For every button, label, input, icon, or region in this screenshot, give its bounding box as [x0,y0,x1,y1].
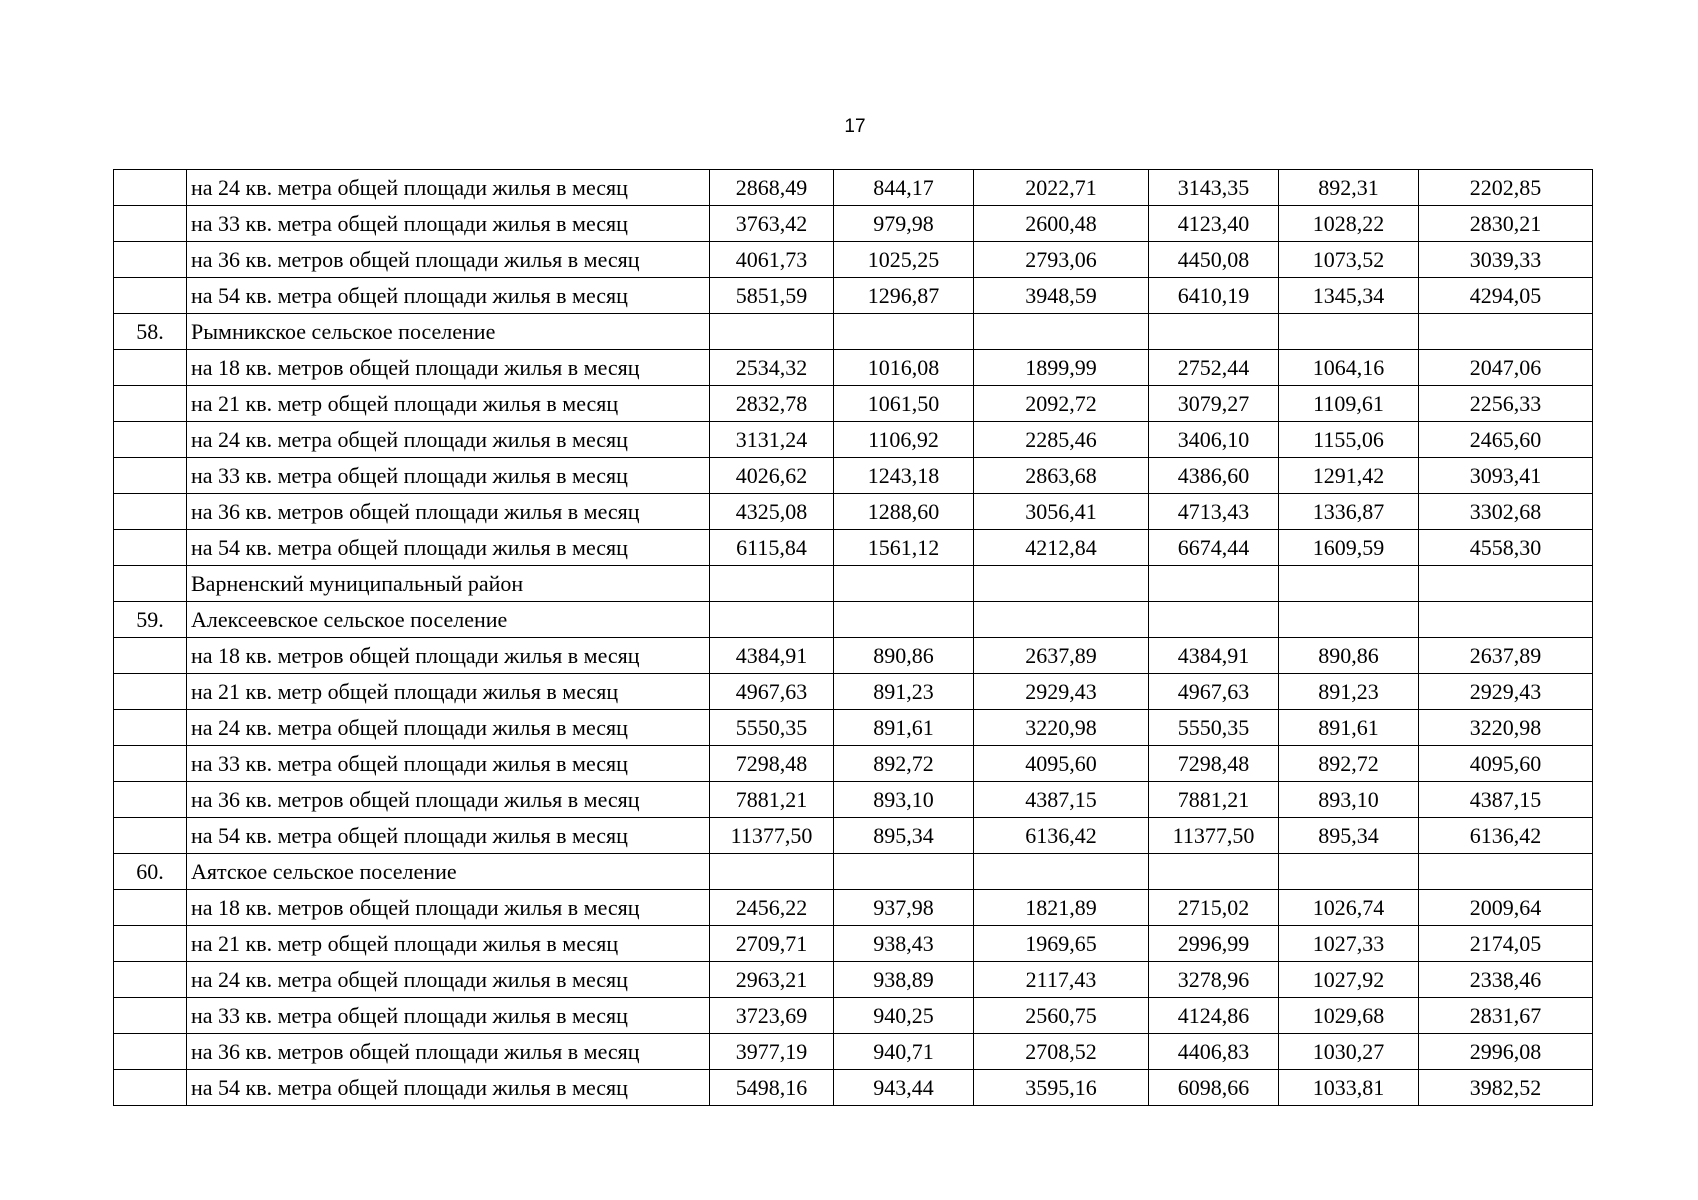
table-row [114,854,1593,890]
value-cell-3 [974,566,1149,602]
value-cell-2: 1025,25 [834,242,974,278]
value-cell-4: 4386,60 [1149,458,1279,494]
value-cell-1: 2832,78 [710,386,834,422]
row-label-cell: Алексеевское сельское поселение [187,602,710,638]
value-cell-6: 4387,15 [1419,782,1593,818]
tariff-table [113,169,1593,1106]
table-row [114,530,1593,566]
row-label-cell: Рымникское сельское поселение [187,314,710,350]
value-cell-2: 938,43 [834,926,974,962]
value-cell-6: 3093,41 [1419,458,1593,494]
row-label-cell: на 36 кв. метров общей площади жилья в месяц [187,1034,710,1070]
value-cell-6: 2256,33 [1419,386,1593,422]
value-cell-3: 4387,15 [974,782,1149,818]
table-row [114,1070,1593,1106]
value-cell-3: 2600,48 [974,206,1149,242]
value-cell-6: 2831,67 [1419,998,1593,1034]
value-cell-4 [1149,854,1279,890]
value-cell-3: 2285,46 [974,422,1149,458]
value-cell-5: 1109,61 [1279,386,1419,422]
value-cell-2 [834,854,974,890]
value-cell-6: 2637,89 [1419,638,1593,674]
value-cell-3: 2863,68 [974,458,1149,494]
value-cell-5: 1026,74 [1279,890,1419,926]
value-cell-1 [710,602,834,638]
value-cell-5: 1033,81 [1279,1070,1419,1106]
value-cell-5: 1336,87 [1279,494,1419,530]
value-cell-2: 938,89 [834,962,974,998]
value-cell-6: 2830,21 [1419,206,1593,242]
value-cell-3 [974,854,1149,890]
value-cell-4: 4123,40 [1149,206,1279,242]
value-cell-3: 3948,59 [974,278,1149,314]
value-cell-2: 891,23 [834,674,974,710]
value-cell-1: 4026,62 [710,458,834,494]
table-row [114,926,1593,962]
value-cell-3: 2708,52 [974,1034,1149,1070]
table-row [114,602,1593,638]
value-cell-3 [974,314,1149,350]
value-cell-1 [710,566,834,602]
row-number-cell [114,350,187,386]
value-cell-6: 2202,85 [1419,170,1593,206]
value-cell-5: 891,23 [1279,674,1419,710]
table-row [114,998,1593,1034]
value-cell-2: 1061,50 [834,386,974,422]
value-cell-3: 1899,99 [974,350,1149,386]
table-row [114,314,1593,350]
value-cell-4: 4967,63 [1149,674,1279,710]
row-number-cell [114,926,187,962]
row-label-cell: на 18 кв. метров общей площади жилья в месяц [187,890,710,926]
value-cell-4: 3278,96 [1149,962,1279,998]
value-cell-4 [1149,314,1279,350]
value-cell-6: 4294,05 [1419,278,1593,314]
table-row [114,746,1593,782]
value-cell-1: 3723,69 [710,998,834,1034]
value-cell-4: 3079,27 [1149,386,1279,422]
row-label-cell: на 24 кв. метра общей площади жилья в месяц [187,170,710,206]
value-cell-4: 2752,44 [1149,350,1279,386]
value-cell-3: 6136,42 [974,818,1149,854]
value-cell-3: 2637,89 [974,638,1149,674]
value-cell-2: 1106,92 [834,422,974,458]
value-cell-1: 2456,22 [710,890,834,926]
value-cell-2 [834,602,974,638]
value-cell-5: 1345,34 [1279,278,1419,314]
value-cell-4: 6674,44 [1149,530,1279,566]
row-number-cell [114,530,187,566]
row-number-cell [114,746,187,782]
table-row [114,386,1593,422]
value-cell-5 [1279,314,1419,350]
row-number-cell [114,242,187,278]
value-cell-5: 1027,92 [1279,962,1419,998]
row-number-cell [114,206,187,242]
value-cell-6 [1419,602,1593,638]
value-cell-5: 1291,42 [1279,458,1419,494]
row-label-cell: на 36 кв. метров общей площади жилья в месяц [187,494,710,530]
table-row [114,782,1593,818]
row-number-cell [114,278,187,314]
value-cell-6: 4095,60 [1419,746,1593,782]
value-cell-5: 1028,22 [1279,206,1419,242]
row-label-cell: на 18 кв. метров общей площади жилья в месяц [187,350,710,386]
value-cell-3: 2929,43 [974,674,1149,710]
row-number-cell [114,458,187,494]
value-cell-6 [1419,314,1593,350]
table-row [114,242,1593,278]
value-cell-4: 3143,35 [1149,170,1279,206]
value-cell-1 [710,854,834,890]
value-cell-4: 4384,91 [1149,638,1279,674]
value-cell-2: 892,72 [834,746,974,782]
row-label-cell: на 24 кв. метра общей площади жилья в месяц [187,422,710,458]
row-label-cell: Варненский муниципальный район [187,566,710,602]
row-label-cell: на 24 кв. метра общей площади жилья в месяц [187,710,710,746]
value-cell-6: 3220,98 [1419,710,1593,746]
row-label-cell: на 33 кв. метра общей площади жилья в месяц [187,206,710,242]
value-cell-2: 1243,18 [834,458,974,494]
row-number-cell [114,386,187,422]
value-cell-4: 6098,66 [1149,1070,1279,1106]
row-number-cell: 60. [114,854,187,890]
table-row [114,962,1593,998]
value-cell-1: 5498,16 [710,1070,834,1106]
value-cell-1: 11377,50 [710,818,834,854]
value-cell-6 [1419,566,1593,602]
row-number-cell [114,782,187,818]
table-row [114,458,1593,494]
value-cell-1: 3131,24 [710,422,834,458]
value-cell-3: 2117,43 [974,962,1149,998]
row-label-cell: на 54 кв. метра общей площади жилья в месяц [187,1070,710,1106]
table-row [114,206,1593,242]
value-cell-2 [834,566,974,602]
value-cell-4: 4406,83 [1149,1034,1279,1070]
value-cell-4: 4450,08 [1149,242,1279,278]
value-cell-3: 2560,75 [974,998,1149,1034]
value-cell-2: 890,86 [834,638,974,674]
value-cell-5 [1279,566,1419,602]
value-cell-5 [1279,602,1419,638]
value-cell-1: 3763,42 [710,206,834,242]
value-cell-5: 1155,06 [1279,422,1419,458]
value-cell-1: 4061,73 [710,242,834,278]
value-cell-3: 4212,84 [974,530,1149,566]
value-cell-5: 892,31 [1279,170,1419,206]
value-cell-2: 895,34 [834,818,974,854]
value-cell-1: 6115,84 [710,530,834,566]
value-cell-2: 1016,08 [834,350,974,386]
value-cell-3: 2793,06 [974,242,1149,278]
row-label-cell: на 21 кв. метр общей площади жилья в месяц [187,386,710,422]
value-cell-2: 979,98 [834,206,974,242]
value-cell-5: 1030,27 [1279,1034,1419,1070]
row-number-cell [114,1070,187,1106]
value-cell-1: 2868,49 [710,170,834,206]
value-cell-3: 3220,98 [974,710,1149,746]
row-number-cell [114,494,187,530]
value-cell-6: 3982,52 [1419,1070,1593,1106]
value-cell-6: 2996,08 [1419,1034,1593,1070]
table-row [114,674,1593,710]
value-cell-4: 4713,43 [1149,494,1279,530]
table-row [114,818,1593,854]
value-cell-4: 5550,35 [1149,710,1279,746]
row-number-cell [114,1034,187,1070]
value-cell-5: 1609,59 [1279,530,1419,566]
value-cell-5: 895,34 [1279,818,1419,854]
row-number-cell: 59. [114,602,187,638]
value-cell-6: 2047,06 [1419,350,1593,386]
value-cell-4: 3406,10 [1149,422,1279,458]
value-cell-6: 2465,60 [1419,422,1593,458]
value-cell-2 [834,314,974,350]
row-label-cell: на 36 кв. метров общей площади жилья в месяц [187,782,710,818]
value-cell-6: 6136,42 [1419,818,1593,854]
value-cell-2: 937,98 [834,890,974,926]
value-cell-6: 2338,46 [1419,962,1593,998]
value-cell-2: 1288,60 [834,494,974,530]
value-cell-6: 2009,64 [1419,890,1593,926]
row-number-cell [114,998,187,1034]
value-cell-3: 3595,16 [974,1070,1149,1106]
row-label-cell: на 24 кв. метра общей площади жилья в месяц [187,962,710,998]
row-number-cell [114,710,187,746]
value-cell-2: 893,10 [834,782,974,818]
page-number: 17 [844,116,866,137]
row-number-cell [114,890,187,926]
row-label-cell: на 54 кв. метра общей площади жилья в месяц [187,818,710,854]
table-row [114,422,1593,458]
value-cell-4: 2996,99 [1149,926,1279,962]
value-cell-3 [974,602,1149,638]
value-cell-3: 3056,41 [974,494,1149,530]
row-label-cell: на 36 кв. метров общей площади жилья в месяц [187,242,710,278]
value-cell-5: 1064,16 [1279,350,1419,386]
value-cell-2: 940,25 [834,998,974,1034]
value-cell-1: 7298,48 [710,746,834,782]
row-number-cell [114,962,187,998]
value-cell-5: 893,10 [1279,782,1419,818]
value-cell-3: 1821,89 [974,890,1149,926]
value-cell-1: 2709,71 [710,926,834,962]
value-cell-6: 3302,68 [1419,494,1593,530]
value-cell-1: 5851,59 [710,278,834,314]
value-cell-5: 891,61 [1279,710,1419,746]
value-cell-2: 1296,87 [834,278,974,314]
row-label-cell: на 33 кв. метра общей площади жилья в месяц [187,998,710,1034]
table-row [114,170,1593,206]
value-cell-1: 7881,21 [710,782,834,818]
value-cell-1: 4325,08 [710,494,834,530]
table-row [114,710,1593,746]
table-row [114,494,1593,530]
value-cell-6 [1419,854,1593,890]
value-cell-2: 1561,12 [834,530,974,566]
value-cell-6: 3039,33 [1419,242,1593,278]
value-cell-1: 4384,91 [710,638,834,674]
value-cell-1: 2963,21 [710,962,834,998]
row-number-cell: 58. [114,314,187,350]
row-label-cell: на 21 кв. метр общей площади жилья в месяц [187,926,710,962]
value-cell-5: 1073,52 [1279,242,1419,278]
value-cell-4 [1149,602,1279,638]
table-row [114,1034,1593,1070]
value-cell-3: 4095,60 [974,746,1149,782]
table-row [114,890,1593,926]
row-number-cell [114,674,187,710]
value-cell-3: 2022,71 [974,170,1149,206]
row-number-cell [114,818,187,854]
value-cell-6: 4558,30 [1419,530,1593,566]
value-cell-2: 943,44 [834,1070,974,1106]
row-number-cell [114,566,187,602]
value-cell-3: 2092,72 [974,386,1149,422]
table-row [114,566,1593,602]
value-cell-2: 844,17 [834,170,974,206]
value-cell-2: 891,61 [834,710,974,746]
row-label-cell: Аятское сельское поселение [187,854,710,890]
value-cell-4: 6410,19 [1149,278,1279,314]
value-cell-4: 11377,50 [1149,818,1279,854]
value-cell-2: 940,71 [834,1034,974,1070]
row-label-cell: на 18 кв. метров общей площади жилья в месяц [187,638,710,674]
row-number-cell [114,638,187,674]
value-cell-4: 4124,86 [1149,998,1279,1034]
value-cell-4 [1149,566,1279,602]
row-label-cell: на 33 кв. метра общей площади жилья в месяц [187,746,710,782]
value-cell-6: 2929,43 [1419,674,1593,710]
row-label-cell: на 33 кв. метра общей площади жилья в месяц [187,458,710,494]
value-cell-4: 7881,21 [1149,782,1279,818]
value-cell-5: 1029,68 [1279,998,1419,1034]
value-cell-5: 890,86 [1279,638,1419,674]
row-label-cell: на 21 кв. метр общей площади жилья в месяц [187,674,710,710]
value-cell-1: 2534,32 [710,350,834,386]
value-cell-1 [710,314,834,350]
value-cell-1: 5550,35 [710,710,834,746]
row-label-cell: на 54 кв. метра общей площади жилья в месяц [187,278,710,314]
value-cell-5 [1279,854,1419,890]
row-number-cell [114,170,187,206]
row-number-cell [114,422,187,458]
value-cell-1: 3977,19 [710,1034,834,1070]
value-cell-6: 2174,05 [1419,926,1593,962]
value-cell-5: 1027,33 [1279,926,1419,962]
value-cell-4: 7298,48 [1149,746,1279,782]
table-row [114,638,1593,674]
value-cell-5: 892,72 [1279,746,1419,782]
value-cell-3: 1969,65 [974,926,1149,962]
value-cell-1: 4967,63 [710,674,834,710]
row-label-cell: на 54 кв. метра общей площади жилья в месяц [187,530,710,566]
value-cell-4: 2715,02 [1149,890,1279,926]
table-body [114,170,1593,1106]
table-row [114,350,1593,386]
table-row [114,278,1593,314]
